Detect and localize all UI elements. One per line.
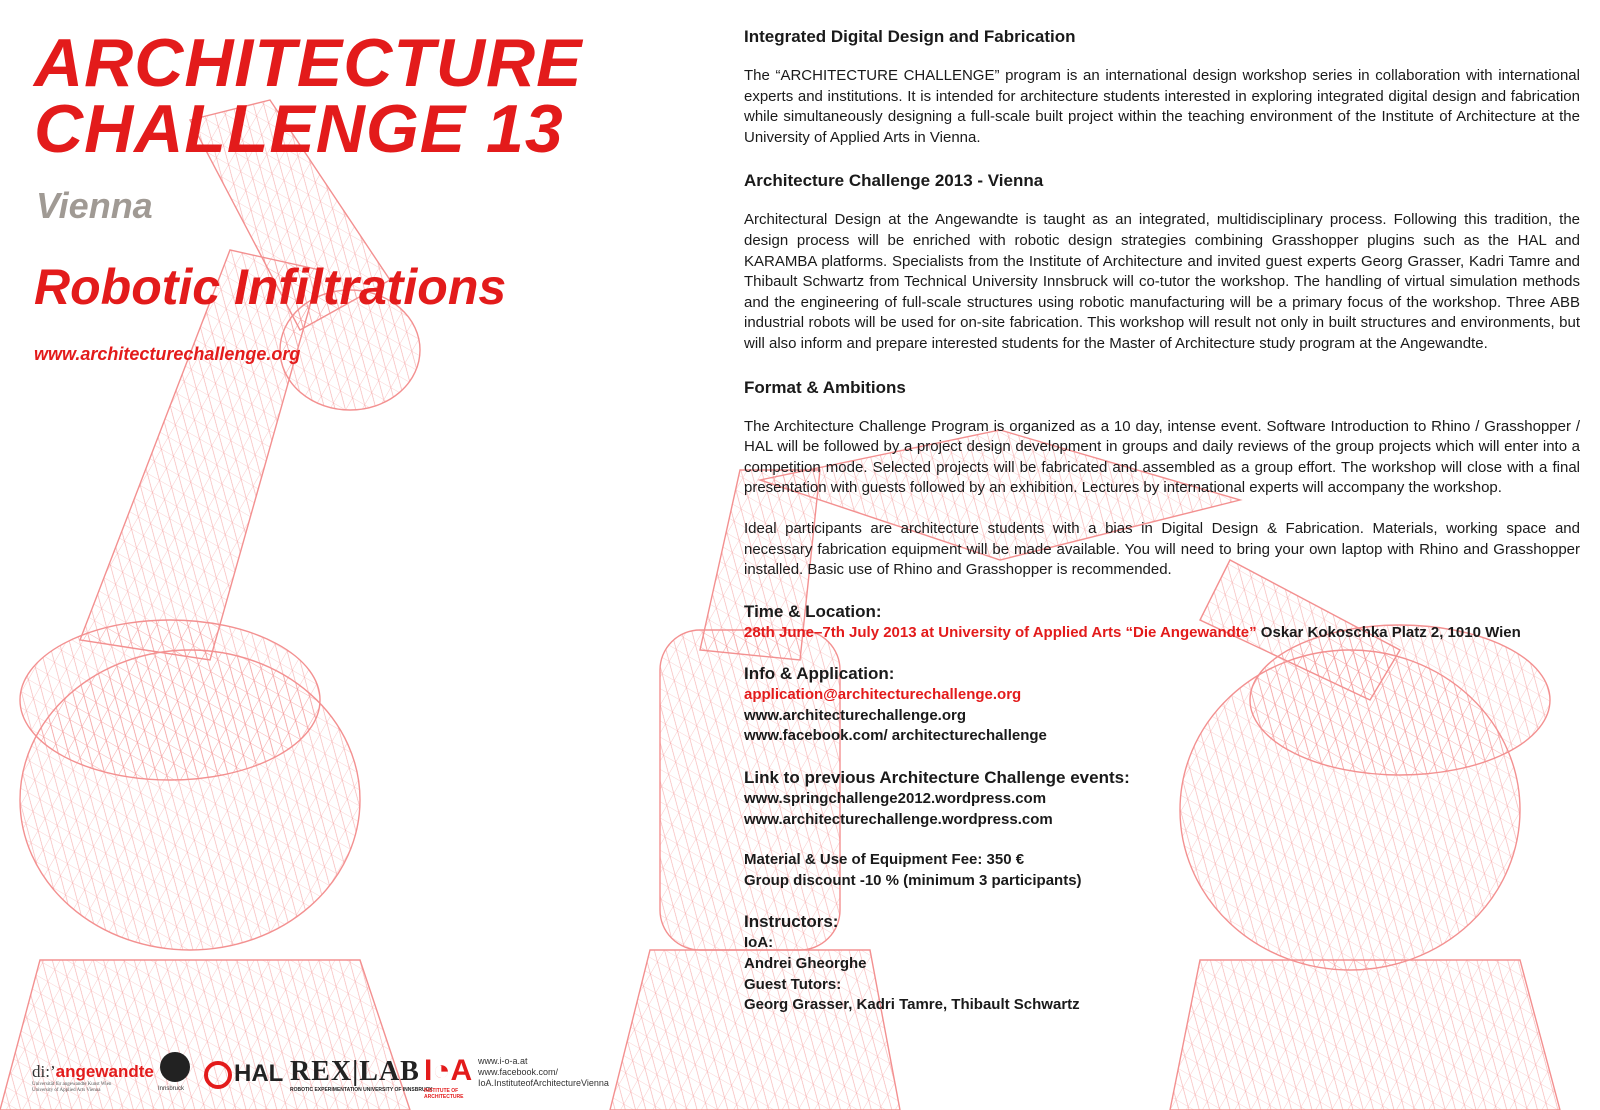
ioa-web-links[interactable]: www.i-o-a.at www.facebook.com/ IoA.InstituteofArchitectureVienna	[478, 1056, 609, 1088]
info-facebook-link[interactable]: www.facebook.com/ architecturechallenge	[744, 727, 1047, 745]
ioa-instructor-name: Andrei Gheorghe	[744, 955, 867, 973]
title-line-1: ARCHITECTURE	[34, 25, 583, 101]
guest-tutors-names: Georg Grasser, Kadri Tamre, Thibault Schwartz	[744, 996, 1080, 1014]
previous-event-link-2[interactable]: www.architecturechallenge.wordpress.com	[744, 810, 1053, 828]
info-label: Info & Application:	[744, 664, 895, 684]
sponsor-logos	[32, 1052, 632, 1102]
time-label: Time & Location:	[744, 601, 882, 621]
previous-event-link-1[interactable]: www.springchallenge2012.wordpress.com	[744, 790, 1047, 808]
poster-title	[34, 25, 583, 167]
hal-circle-icon	[204, 1061, 232, 1089]
time-address: Oskar Kokoschka Platz 2, 1010 Wien	[1256, 623, 1521, 641]
intro-text: The “ARCHITECTURE CHALLENGE” program is an international design workshop series in collaboration with international experts and institutions. It is intended for architecture students interested in exploring integrated digital design and fabrication while simultaneously designing a full-scale built project within the teaching environment of the Institute of Architecture at the University of Applied Arts in Vienna.	[744, 67, 1580, 146]
time-location	[744, 623, 1580, 644]
info-email-link[interactable]: application@architecturechallenge.org	[744, 686, 1022, 704]
rexlab-logo: REX|LAB ROBOTIC EXPERIMENTATION UNIVERSITY OF INNSBRUCK	[290, 1056, 433, 1093]
discount-text: Group discount -10 % (minimum 3 participants)	[744, 871, 1082, 889]
poster-url-link[interactable]: www.architecturechallenge.org	[34, 344, 301, 364]
ioa-logo: I◔A INSTITUTE OF ARCHITECTURE	[424, 1054, 473, 1100]
fee-text: Material & Use of Equipment Fee: 350 €	[744, 851, 1025, 869]
links-label: Link to previous Architecture Challenge events:	[744, 768, 1130, 788]
poster-subtitle: Robotic Infiltrations	[34, 259, 507, 315]
format-text-1: The Architecture Challenge Program is organized as a 10 day, intense event. Software Introduction to Rhino / Grasshopper / HAL will be followed by a project design development in groups and daily reviews of the group projects which will enter into a competition mode. Selected projects will be fabricated and assembled as a group effort. The workshop will close with a final presentation with guests followed by an exhibition. Lectures by international experts will accompany the workshop.	[744, 417, 1580, 497]
info-web-link[interactable]: www.architecturechallenge.org	[744, 706, 967, 724]
content-column	[744, 24, 1580, 1016]
innsbruck-label: Innsbruck	[158, 1086, 185, 1092]
guest-tutors-label: Guest Tutors:	[744, 975, 842, 993]
format-heading: Format & Ambitions	[744, 377, 906, 397]
ac2013-text: Architectural Design at the Angewandte is taught as an integrated, multidisciplinary process. Following this tradition, the design process will be enriched with robotic design strategies combining Grasshopper plugins such as the HAL and KARAMBA platforms. Specialists from the Institute of Architecture and invited guest experts Georg Grasser, Kadri Tamre and Thibault Schwartz from Technical University Innsbruck will co-tutor the workshop. The handling of virtual simulation methods and the engineering of full-scale structures using robotic manufacturing will be a primary focus of the workshop. Three ABB industrial robots will be used for on-site fabrication. This workshop will result not only in built structures and environments, but will also inform and prepare interested students for the Master of Architecture study program at the Angewandte.	[744, 211, 1580, 352]
ioa-label: IoA:	[744, 934, 774, 952]
poster-city: Vienna	[36, 185, 153, 226]
hal-logo: HAL	[204, 1060, 283, 1089]
instructors-label: Instructors:	[744, 912, 839, 932]
innsbruck-seal-icon	[160, 1052, 190, 1082]
title-line-2: CHALLENGE 13	[34, 91, 564, 167]
angewandte-logo: di:’angewandte Universität für angewandte Kunst Wien University of Applied Arts Vienna	[32, 1062, 154, 1093]
time-dates: 28th June–7th July 2013 at University of Applied Arts “Die Angewandte”	[744, 623, 1257, 641]
intro-heading: Integrated Digital Design and Fabrication	[744, 27, 1076, 46]
format-text-2: Ideal participants are architecture students with a bias in Digital Design & Fabrication. Materials, working space and necessary fabrication equipment will be made available. You will need to bring your own laptop with Rhino and Grasshopper installed. Basic use of Rhino and Grasshopper is recommended.	[744, 519, 1580, 579]
ac2013-heading: Architecture Challenge 2013 - Vienna	[744, 171, 1044, 191]
